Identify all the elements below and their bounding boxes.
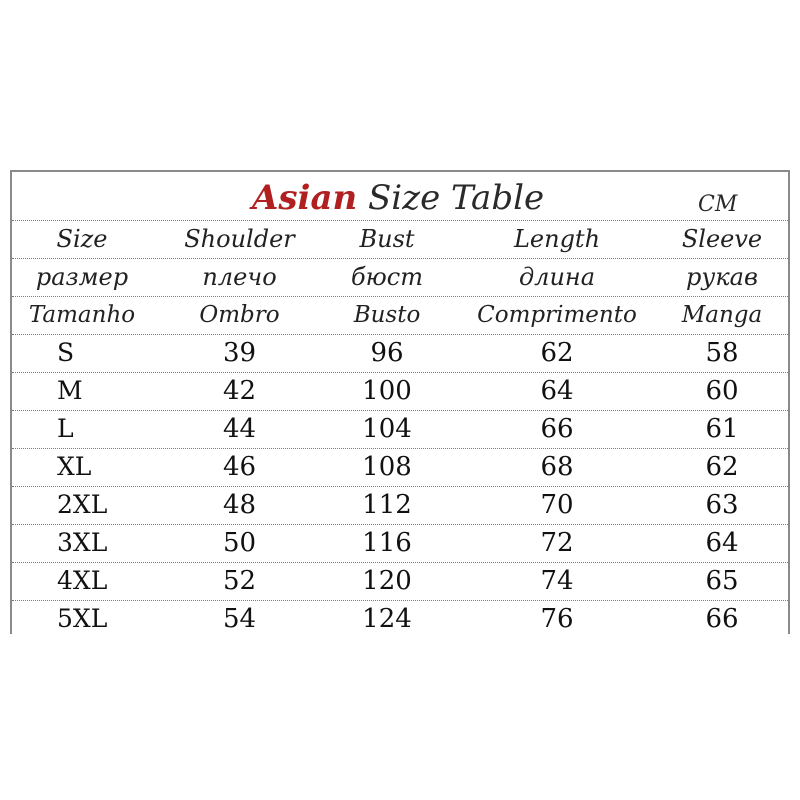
table-row xyxy=(12,334,788,373)
table-row xyxy=(12,372,788,411)
sleeve-cell: 64 xyxy=(705,528,739,558)
header-size-ru: размер xyxy=(35,263,129,291)
header-sleeve-ru: рукав xyxy=(686,263,758,291)
shoulder-cell: 44 xyxy=(222,414,257,444)
bust-cell: 96 xyxy=(370,338,404,368)
header-size-pt: Tamanho xyxy=(28,302,136,328)
title-accent: Asian xyxy=(252,178,358,218)
length-cell: 68 xyxy=(540,452,574,482)
shoulder-cell: 39 xyxy=(222,338,257,368)
table-row xyxy=(12,524,788,563)
header-sleeve-pt: Manga xyxy=(681,302,763,328)
size-cell: L xyxy=(57,414,74,443)
bust-cell: 100 xyxy=(362,376,412,406)
bust-cell: 112 xyxy=(362,490,412,520)
length-cell: 74 xyxy=(540,566,574,596)
bust-cell: 120 xyxy=(362,566,412,596)
bust-cell: 116 xyxy=(362,528,412,558)
bust-cell: 104 xyxy=(362,414,412,444)
table-row xyxy=(12,410,788,449)
size-cell: S xyxy=(57,338,75,367)
header-row-portuguese xyxy=(12,296,788,335)
size-cell: 4XL xyxy=(57,566,108,595)
size-cell: M xyxy=(57,376,83,405)
size-cell: 3XL xyxy=(57,528,108,557)
title-row xyxy=(12,172,788,221)
size-cell: XL xyxy=(57,452,92,481)
length-cell: 70 xyxy=(540,490,574,520)
title-rest: Size Table xyxy=(368,178,545,218)
shoulder-cell: 48 xyxy=(222,490,257,520)
header-shoulder-ru: плечо xyxy=(202,263,277,291)
header-bust-ru: бюст xyxy=(351,263,423,291)
sleeve-cell: 61 xyxy=(705,414,739,444)
sleeve-cell: 63 xyxy=(705,490,739,520)
shoulder-cell: 46 xyxy=(222,452,257,482)
length-cell: 72 xyxy=(540,528,574,558)
length-cell: 62 xyxy=(540,338,574,368)
sleeve-cell: 58 xyxy=(705,338,739,368)
table-row xyxy=(12,448,788,487)
shoulder-cell: 52 xyxy=(222,566,257,596)
table-title xyxy=(252,178,544,218)
size-table xyxy=(10,170,790,634)
header-bust-pt: Busto xyxy=(353,302,421,328)
header-row-english xyxy=(12,220,788,259)
sleeve-cell: 60 xyxy=(705,376,739,406)
shoulder-cell: 54 xyxy=(222,604,257,634)
sleeve-cell: 65 xyxy=(705,566,739,596)
table-row xyxy=(12,486,788,525)
header-sleeve: Sleeve xyxy=(681,225,763,253)
shoulder-cell: 50 xyxy=(222,528,257,558)
bust-cell: 124 xyxy=(362,604,412,634)
header-row-russian xyxy=(12,258,788,297)
header-bust: Bust xyxy=(359,225,415,253)
sleeve-cell: 62 xyxy=(705,452,739,482)
header-length-ru: длина xyxy=(518,263,596,291)
sleeve-cell: 66 xyxy=(705,604,739,634)
header-length-pt: Comprimento xyxy=(477,302,637,328)
size-cell: 2XL xyxy=(57,490,108,519)
length-cell: 66 xyxy=(540,414,574,444)
header-shoulder-pt: Ombro xyxy=(199,302,280,328)
header-length: Length xyxy=(513,225,601,253)
header-size: Size xyxy=(56,225,108,253)
length-cell: 64 xyxy=(540,376,574,406)
bust-cell: 108 xyxy=(362,452,412,482)
header-shoulder: Shoulder xyxy=(184,225,295,253)
table-row xyxy=(12,600,788,638)
length-cell: 76 xyxy=(540,604,574,634)
shoulder-cell: 42 xyxy=(222,376,257,406)
size-cell: 5XL xyxy=(57,604,108,633)
unit-label: CM xyxy=(698,192,738,217)
table-row xyxy=(12,562,788,601)
